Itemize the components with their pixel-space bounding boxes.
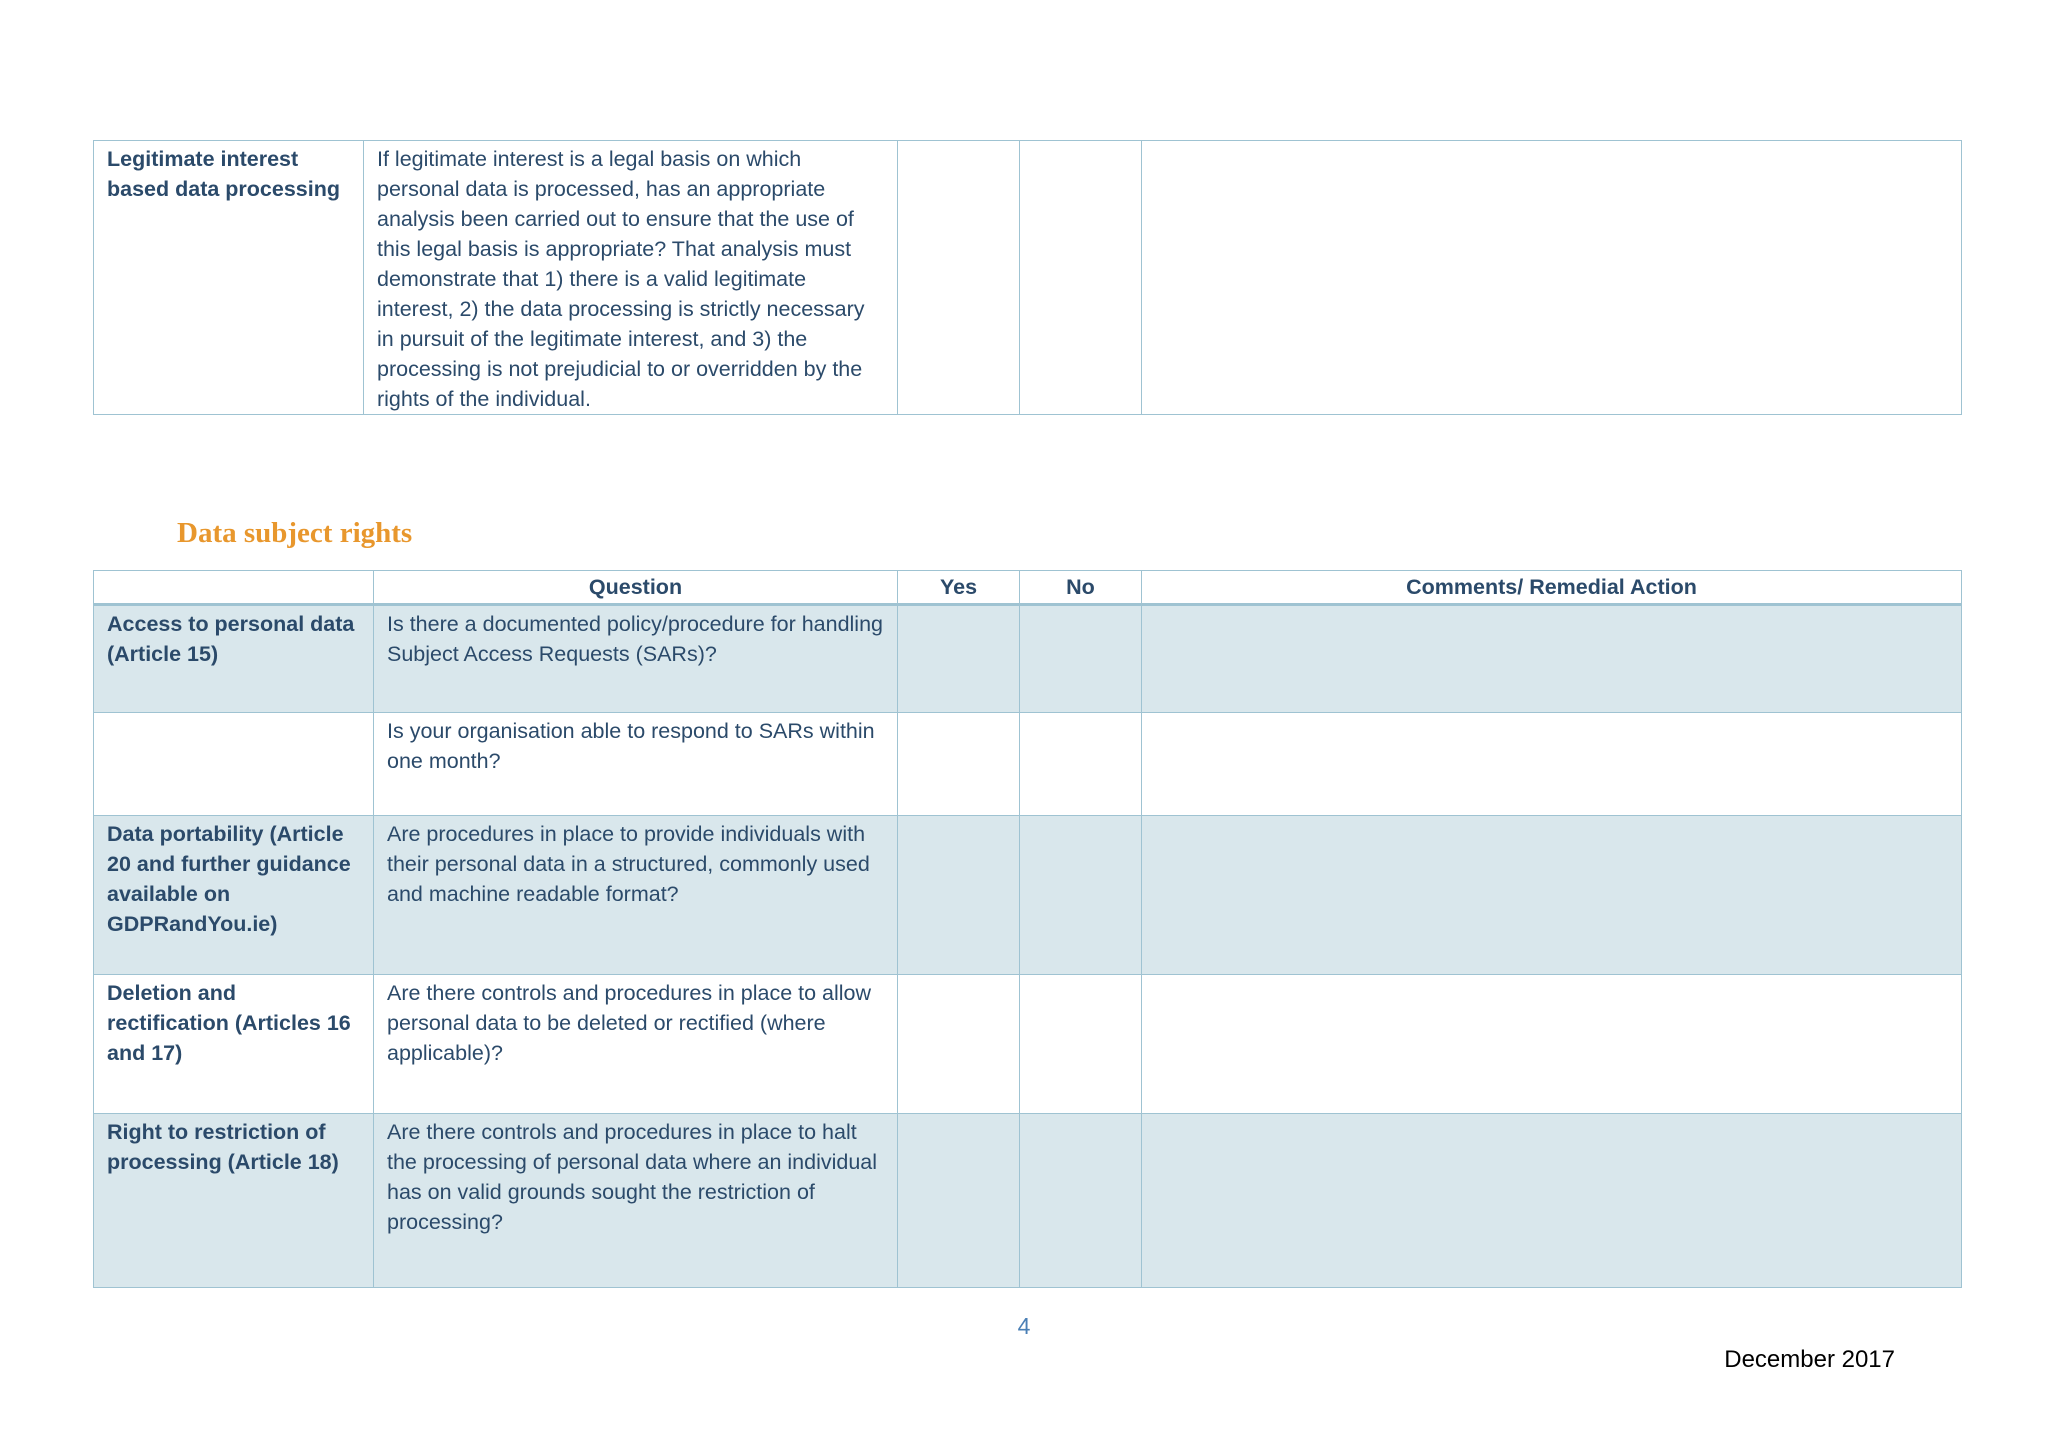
row-question: Is your organisation able to respond to SARs within one month? [374,713,898,816]
data-subject-rights-table [93,570,1962,1288]
row-topic: Data portability (Article 20 and further guidance available on GDPRandYou.ie) [94,816,374,975]
table-row [94,975,1962,1114]
no-cell[interactable] [1020,816,1142,975]
row-topic: Right to restriction of processing (Article 18) [94,1114,374,1288]
no-cell[interactable] [1020,975,1142,1114]
no-cell[interactable] [1020,605,1142,713]
table-row [94,816,1962,975]
row-question: Are there controls and procedures in place to allow personal data to be deleted or rectified (where applicable)? [374,975,898,1114]
comments-cell[interactable] [1142,605,1962,713]
header-yes: Yes [898,571,1020,605]
yes-cell[interactable] [898,713,1020,816]
yes-cell[interactable] [898,605,1020,713]
no-cell[interactable] [1020,1114,1142,1288]
table-row [94,713,1962,816]
table-row [94,1114,1962,1288]
yes-cell[interactable] [898,975,1020,1114]
header-topic [94,571,374,605]
row-question: Is there a documented policy/procedure for handling Subject Access Requests (SARs)? [374,605,898,713]
row-topic: Deletion and rectification (Articles 16 and 17) [94,975,374,1114]
comments-cell[interactable] [1142,975,1962,1114]
header-comments: Comments/ Remedial Action [1142,571,1962,605]
row-question: Are there controls and procedures in place to halt the processing of personal data where an individual has on valid grounds sought the restriction of processing? [374,1114,898,1288]
legitimate-interest-table [93,140,1962,415]
row-question: If legitimate interest is a legal basis on which personal data is processed, has an appropriate analysis been carried out to ensure that the use of this legal basis is appropriate? That analysis must demonstrate that 1) there is a valid legitimate interest, 2) the data processing is strictly necessary in pursuit of the legitimate interest, and 3) the processing is not prejudicial to or overridden by the rights of the individual. [364,141,898,415]
page-number: 4 [1017,1313,1031,1339]
header-question: Question [374,571,898,605]
yes-cell[interactable] [898,1114,1020,1288]
no-cell[interactable] [1020,713,1142,816]
section-heading: Data subject rights [177,517,413,549]
row-topic: Access to personal data (Article 15) [94,605,374,713]
row-topic [94,713,374,816]
header-no: No [1020,571,1142,605]
footer-date: December 2017 [1724,1346,1895,1373]
table-header-row [94,571,1962,605]
comments-cell[interactable] [1142,1114,1962,1288]
yes-cell[interactable] [898,816,1020,975]
row-question: Are procedures in place to provide individuals with their personal data in a structured, commonly used and machine readable format? [374,816,898,975]
table-row [94,141,1962,415]
comments-cell[interactable] [1142,816,1962,975]
comments-cell[interactable] [1142,141,1962,415]
table-row [94,605,1962,713]
comments-cell[interactable] [1142,713,1962,816]
yes-cell[interactable] [898,141,1020,415]
row-topic: Legitimate interest based data processing [94,141,364,415]
no-cell[interactable] [1020,141,1142,415]
